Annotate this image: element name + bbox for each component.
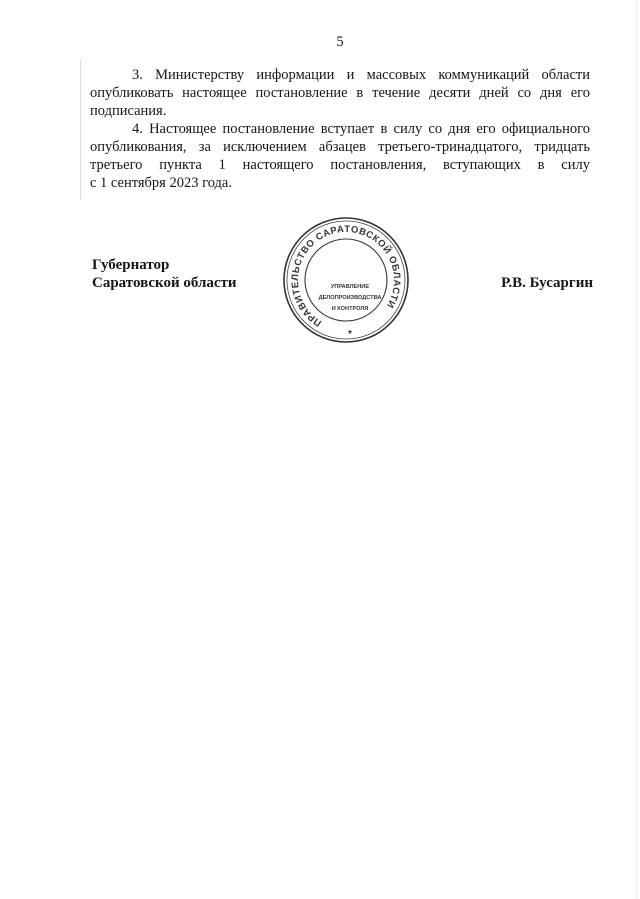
signatory-position xyxy=(92,256,237,292)
signatory-name: Р.В. Бусаргин xyxy=(501,275,593,291)
stamp-star: * xyxy=(348,329,352,340)
stamp-inner-line: ДЕЛОПРОИЗВОДСТВА xyxy=(318,295,382,301)
page-number: 5 xyxy=(336,34,344,50)
document-body xyxy=(90,66,590,192)
paragraph-line: 4. Настоящее постановление вступает в силу со дня его официального xyxy=(132,121,590,137)
paragraph-4 xyxy=(90,120,590,192)
scan-margin-line xyxy=(80,60,81,200)
paragraph-line: с 1 сентября 2023 года. xyxy=(90,175,232,191)
stamp-outer-text xyxy=(290,224,402,328)
stamp-outer-ring xyxy=(284,218,408,342)
paragraph-line: третьего пункта 1 настоящего постановления, вступающих в силу xyxy=(90,157,590,173)
signatory-title: Губернатор xyxy=(92,257,170,273)
official-stamp xyxy=(280,212,415,347)
signatory-region: Саратовской области xyxy=(92,275,237,291)
stamp-outer-text-path: ПРАВИТЕЛЬСТВО САРАТОВСКОЙ ОБЛАСТИ xyxy=(289,223,403,329)
paragraph-3 xyxy=(90,66,590,120)
paragraph-line: подписания. xyxy=(90,103,167,119)
paragraph-line: опубликования, за исключением абзацев третьего-тринадцатого, тридцать xyxy=(90,139,590,155)
paragraph-line: 3. Министерству информации и массовых коммуникаций области xyxy=(132,67,590,83)
stamp-inner-line: И КОНТРОЛЯ xyxy=(331,306,369,312)
paragraph-line: опубликовать настоящее постановление в течение десяти дней со дня его xyxy=(90,85,590,101)
stamp-inner-line: УПРАВЛЕНИЕ xyxy=(330,284,370,290)
scan-edge-line xyxy=(636,0,637,899)
